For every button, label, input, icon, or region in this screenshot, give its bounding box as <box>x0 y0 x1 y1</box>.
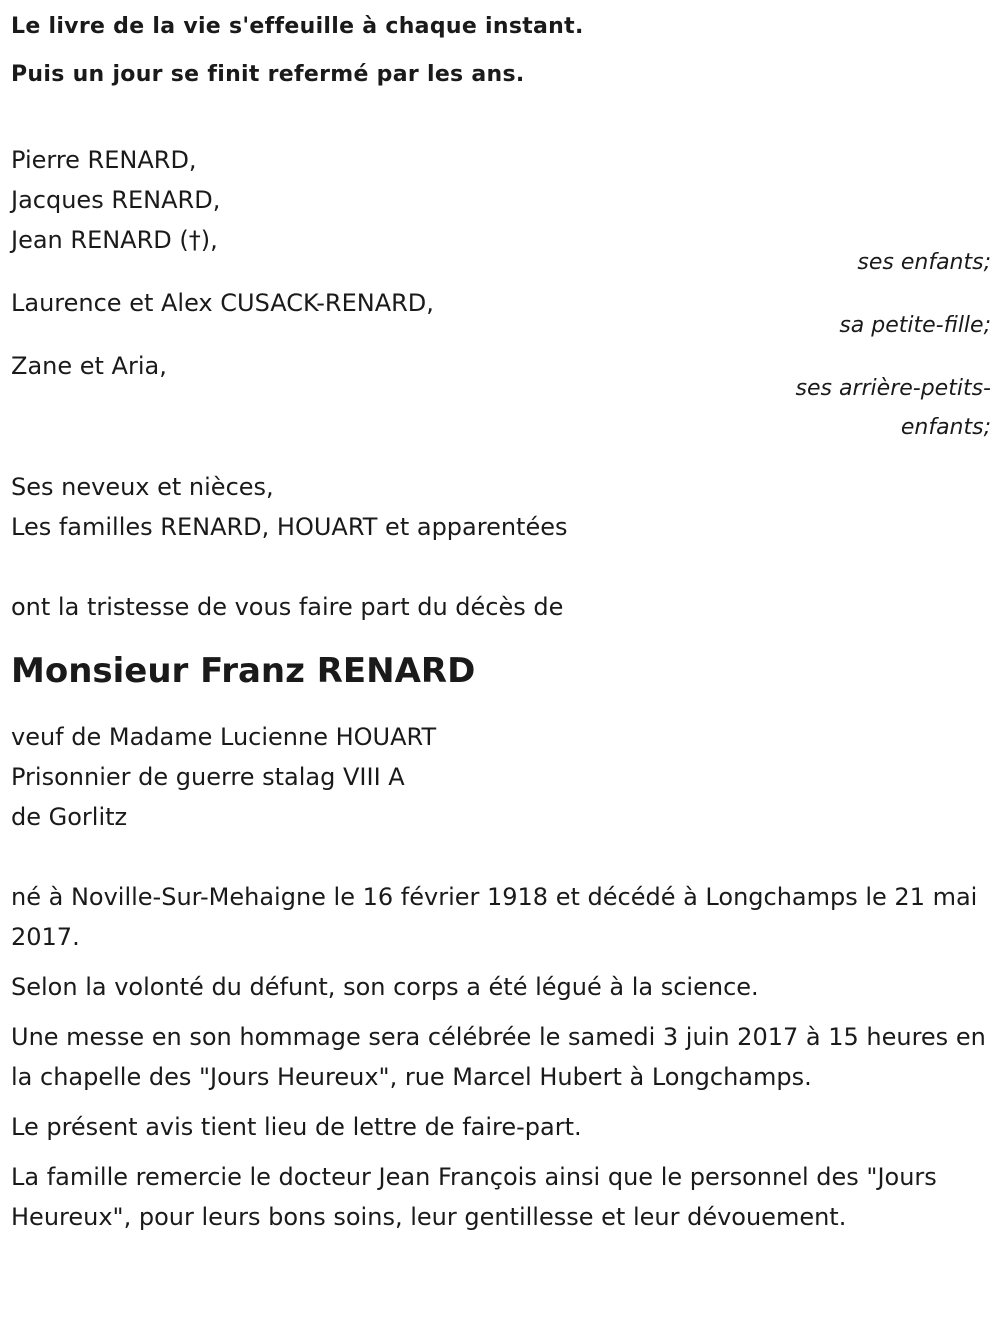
obituary-notice <box>11 0 991 1237</box>
notice-paragraph: Le présent avis tient lieu de lettre de faire-part. <box>11 1113 582 1141</box>
families: Les familles RENARD, HOUART et apparentées <box>11 513 568 541</box>
mass-paragraph: Une messe en son hommage sera célébrée le samedi 3 juin 2017 à 15 heures en la chapelle des "Jours Heureux", rue Marcel Hubert à Longchamps. <box>11 1023 986 1091</box>
nephews-nieces: Ses neveux et nièces, <box>11 473 274 501</box>
children-relation: ses enfants; <box>857 250 991 275</box>
child-name-1: Pierre RENARD, <box>11 146 197 174</box>
birth-death-paragraph: né à Noville-Sur-Mehaigne le 16 février 1918 et décédé à Longchamps le 21 mai 2017. <box>11 883 978 951</box>
great-grandchildren-name: Zane et Aria, <box>11 352 167 380</box>
thanks-paragraph: La famille remercie le docteur Jean François ainsi que le personnel des "Jours Heureux", pour leurs bons soins, leur gentillesse et leur dévouement. <box>11 1163 937 1231</box>
child-name-3: Jean RENARD (†), <box>11 226 218 254</box>
prisoner-of-war: Prisonnier de guerre stalag VIII A <box>11 763 405 791</box>
granddaughter-name: Laurence et Alex CUSACK-RENARD, <box>11 289 434 317</box>
great-grandchildren-relation: ses arrière-petits-enfants; <box>795 376 991 440</box>
epigraph-line-1: Le livre de la vie s'effeuille à chaque instant. <box>11 14 584 39</box>
widower-of: veuf de Madame Lucienne HOUART <box>11 723 437 751</box>
science-paragraph: Selon la volonté du défunt, son corps a été légué à la science. <box>11 973 759 1001</box>
prison-location: de Gorlitz <box>11 803 128 831</box>
deceased-name: Monsieur Franz RENARD <box>11 651 476 691</box>
granddaughter-relation: sa petite-fille; <box>839 313 991 338</box>
announcement-text: ont la tristesse de vous faire part du décès de <box>11 593 564 621</box>
epigraph-line-2: Puis un jour se finit refermé par les ans. <box>11 62 525 87</box>
child-name-2: Jacques RENARD, <box>11 186 221 214</box>
